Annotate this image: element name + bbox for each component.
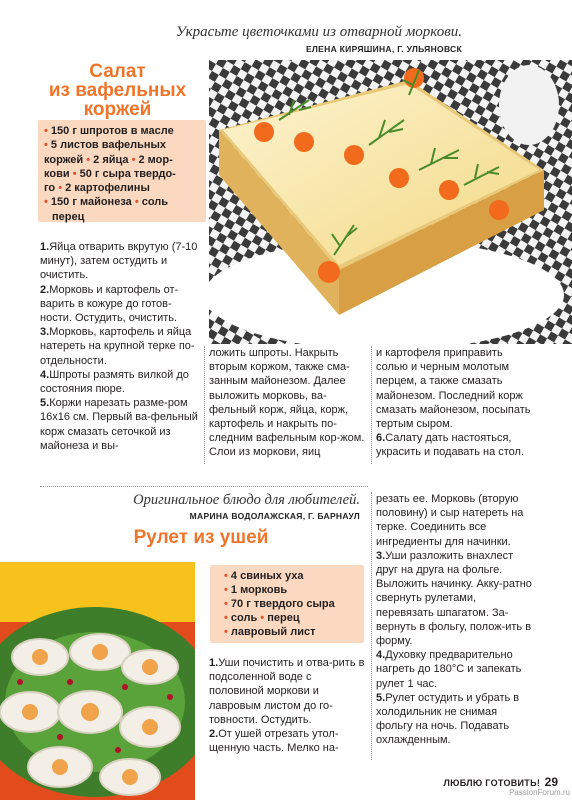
recipe2-author: МАРИНА ВОДОЛАЖСКАЯ, Г. БАРНАУЛ — [189, 511, 360, 521]
step-number: 1. — [40, 241, 50, 253]
ingredient-item: коржей — [44, 153, 84, 166]
recipe1-title — [40, 62, 195, 119]
ingredient-item: 1 морковь — [230, 584, 288, 596]
bullet-icon: • — [69, 167, 80, 180]
recipe2-steps-right — [376, 492, 536, 748]
column-divider — [204, 346, 205, 464]
recipe2-ingredients — [210, 565, 364, 643]
step-number: 4. — [376, 649, 386, 662]
ingredient-item: лавровый лист — [230, 626, 316, 638]
ingredient-item: кови — [44, 167, 70, 180]
step-number: 6. — [376, 432, 386, 445]
recipe-step — [376, 648, 536, 691]
ingredient-item: соль — [141, 196, 169, 209]
column-divider — [371, 492, 372, 760]
ingredient-item: 150 г шпротов в масле — [50, 125, 174, 137]
step-text: От ушей отрезать утол-щенную часть. Мелко на- — [209, 728, 339, 755]
recipe2-steps-left — [209, 656, 369, 755]
section-divider — [40, 486, 368, 487]
bullet-icon: • — [44, 196, 51, 209]
recipe-step — [40, 240, 200, 283]
bullet-icon: • — [224, 584, 231, 596]
step-number: 5. — [40, 397, 50, 410]
step-number: 3. — [40, 326, 50, 339]
rolls-photo — [0, 562, 195, 800]
step-number: 3. — [376, 549, 386, 562]
bullet-icon: • — [257, 612, 268, 624]
ingredient-item: 4 свиных уха — [230, 570, 304, 582]
step-number: 5. — [376, 691, 386, 704]
step-text: Морковь, картофель и яйца натереть на крупной терке по-отдельности. — [40, 326, 195, 367]
ingredient-item: 5 листов вафельных — [50, 139, 166, 152]
page-number: 29 — [544, 775, 558, 789]
step-text: ложить шпроты. Накрыть вторым коржом, также сма-занным майонезом. Далее выложить морковь, ва-фельный корж, яйца, корж, картофель и накрыть по-следним вафельным кор-жом. Слои из моркови, яиц — [209, 347, 365, 459]
salad-photo — [209, 60, 572, 344]
recipe-step — [209, 727, 369, 755]
bullet-icon: • — [131, 196, 142, 209]
step-number: 2. — [209, 728, 219, 741]
watermark: PassionForum.ru — [509, 788, 570, 797]
column-divider — [371, 346, 372, 464]
recipe2-quote: Оригинальное блюдо для любителей. — [133, 492, 360, 508]
recipe2-title: Рулет из ушей — [133, 527, 269, 548]
step-text: Рулет остудить и убрать в холодильник не снимая фольгу на ночь. Подавать охлажденным. — [376, 691, 520, 747]
recipe1-quote: Украсьте цветочками из отварной моркови. — [175, 24, 462, 40]
recipe-step — [40, 396, 200, 453]
bullet-icon: • — [83, 153, 94, 166]
step-text: Морковь и картофель от-варить в кожуре до готов-ности. Остудить, очистить. — [40, 283, 179, 325]
recipe-step — [40, 325, 200, 368]
bullet-icon: • — [55, 182, 66, 195]
step-number: 4. — [40, 368, 50, 381]
bullet-icon: • — [224, 612, 231, 624]
recipe1-steps-col3 — [376, 346, 534, 460]
ingredient-item: 2 яйца — [93, 153, 129, 166]
recipe-step — [209, 656, 369, 727]
recipe1-author: ЕЛЕНА КИРЯШИНА, Г. УЛЬЯНОВСК — [305, 44, 462, 54]
recipe-step — [376, 431, 534, 459]
ingredient-item: перец — [52, 210, 85, 223]
step-text: Уши разложить внахлест друг на друга на фольге. Выложить начинку. Акку-ратно свернуть рулетами, перевязать шпагатом. За-вернуть в фольгу, полож-ить в форму. — [376, 549, 532, 648]
recipe1-steps-col2 — [209, 346, 369, 460]
ingredient-item: перец — [267, 612, 300, 624]
step-text: Яйца отварить вкрутую (7-10 минут), затем остудить и очистить. — [40, 241, 198, 282]
ingredient-item: го — [44, 182, 56, 195]
step-number: 1. — [209, 657, 219, 669]
recipe-step — [40, 368, 200, 396]
ingredient-item: 50 г сыра твердо- — [79, 167, 176, 180]
ingredient-item: 150 г майонеза — [50, 196, 132, 209]
recipe1-title-line: из вафельных — [48, 80, 187, 101]
bullet-icon: • — [44, 125, 51, 137]
recipe1-ingredients — [38, 120, 206, 222]
step-text: Салату дать настояться, украсить и подавать на стол. — [376, 432, 525, 459]
step-text: резать ее. Морковь (вторую половину) и сыр натереть на терке. Соединить все ингредиенты для начинки. — [376, 493, 524, 548]
bullet-icon: • — [224, 570, 231, 582]
recipe-step — [40, 283, 200, 326]
ingredient-item: 70 г твердого сыра — [230, 598, 335, 610]
bullet-icon: • — [224, 598, 231, 610]
step-text: Коржи нарезать разме-ром 16х16 см. Первый ва-фельный корж смазать сеточкой из майонеза и вы- — [40, 397, 198, 452]
step-text: и картофеля приправить солью и черным молотым перцем, а также смазать майонезом. Последний корж смазать майонезом, посыпать тертым сыром. — [376, 347, 531, 431]
ingredient-item: 2 картофелины — [65, 182, 150, 195]
ingredient-item: соль — [230, 612, 258, 624]
recipe1-title-line: коржей — [83, 99, 152, 120]
recipe-step — [376, 549, 536, 648]
recipe1-title-line: Салат — [89, 61, 146, 82]
step-text: Духовку предварительно нагреть до 180°С и запекать рулет 1 час. — [376, 649, 522, 690]
bullet-icon: • — [44, 139, 51, 152]
bullet-icon: • — [128, 153, 139, 166]
step-number: 2. — [40, 283, 50, 296]
ingredient-item: 2 мор- — [138, 153, 173, 166]
step-text: Шпроты размять вилкой до состояния пюре. — [40, 368, 189, 396]
recipe1-steps-col1 — [40, 240, 200, 453]
recipe-step — [376, 691, 536, 748]
step-text: Уши почистить и отва-рить в подсоленной воде с половиной моркови и лавровым листом до го-товности. Остудить. — [209, 657, 365, 726]
bullet-icon: • — [224, 626, 231, 638]
magazine-name: ЛЮБЛЮ ГОТОВИТЬ! — [443, 778, 541, 788]
